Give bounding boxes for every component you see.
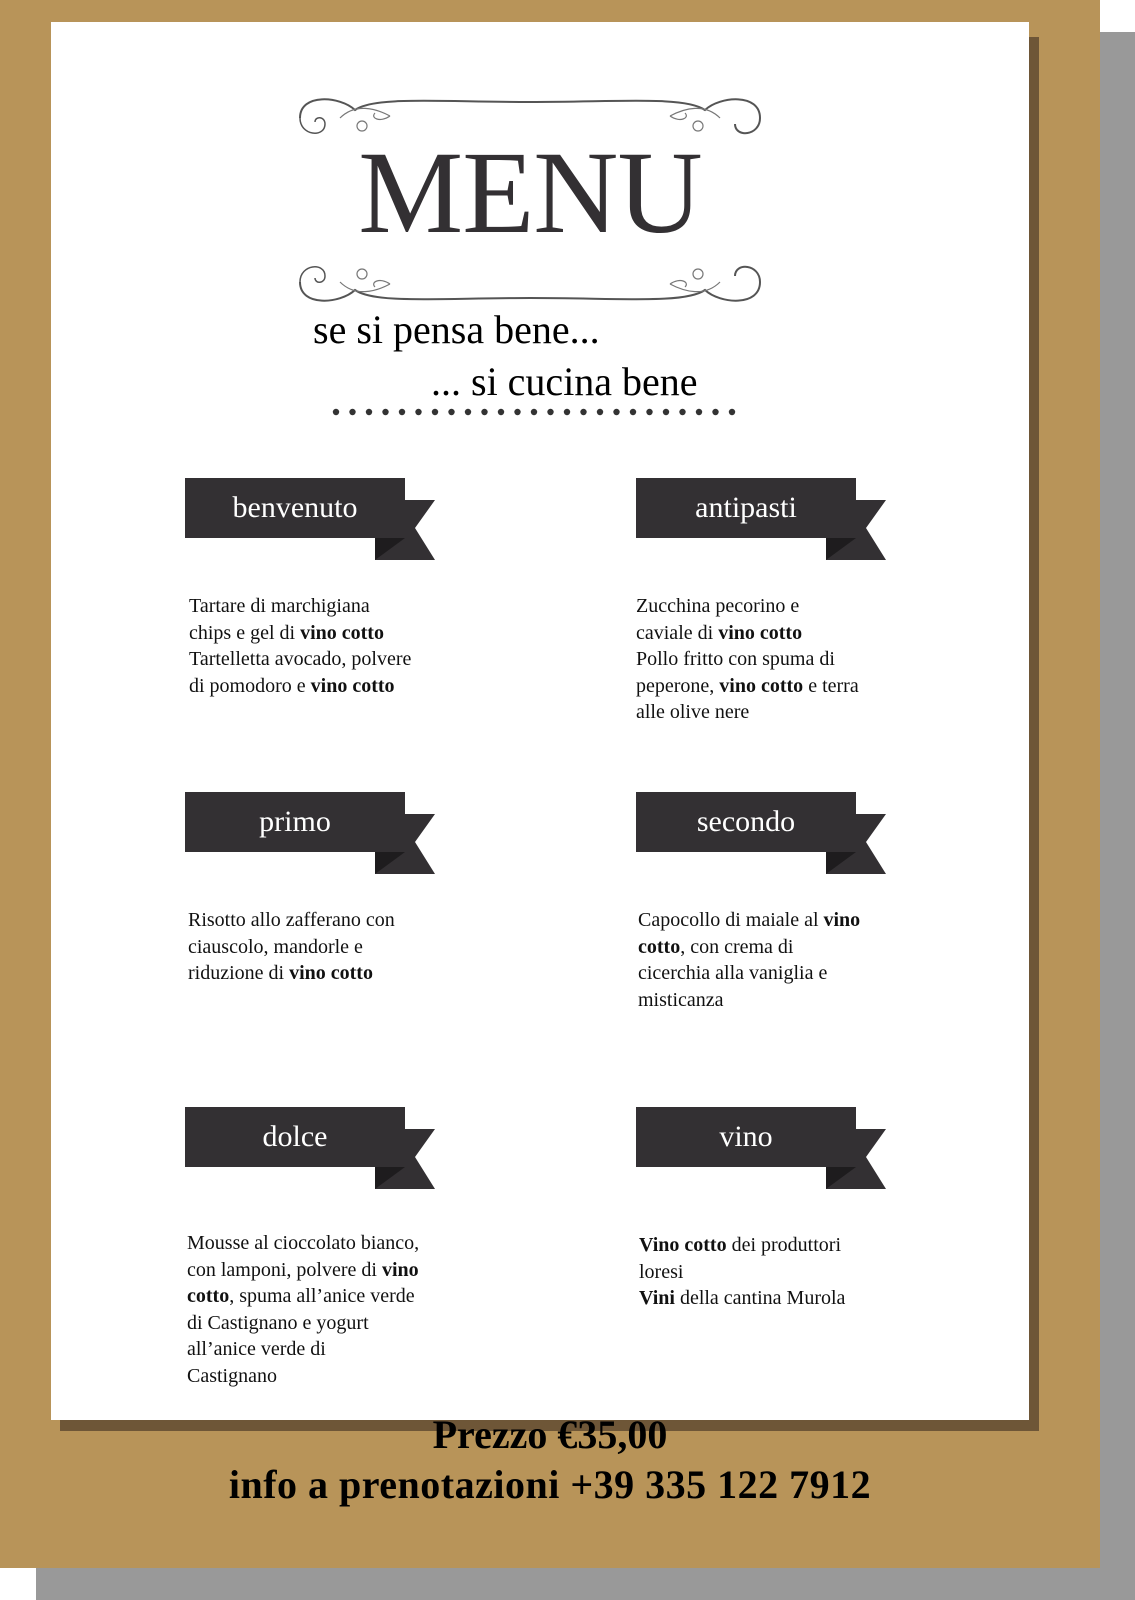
section-heading: dolce <box>262 1120 328 1153</box>
section-heading: primo <box>259 805 331 838</box>
divider-dot <box>597 409 603 415</box>
section-ribbon-dolce <box>185 1107 435 1193</box>
section-ribbon-vino <box>636 1107 886 1193</box>
divider-dot <box>712 409 718 415</box>
divider-dot <box>448 409 454 415</box>
divider-dot <box>498 409 504 415</box>
section-heading: vino <box>719 1120 773 1153</box>
bold-text-run: vino cotto <box>187 1258 419 1307</box>
section-ribbon-primo <box>185 792 435 878</box>
section-description <box>636 593 859 726</box>
section-description <box>638 907 860 1013</box>
divider-dot <box>613 409 619 415</box>
divider-dot <box>465 409 471 415</box>
divider-dot <box>382 409 388 415</box>
section-ribbon-secondo <box>636 792 886 878</box>
divider-dot <box>547 409 553 415</box>
section-description <box>189 593 411 699</box>
bold-text-run: vino cotto <box>719 674 804 697</box>
menu-title: MENU <box>358 127 702 258</box>
divider-dot <box>432 409 438 415</box>
bold-text-run: vino cotto <box>638 909 861 958</box>
divider-dot <box>663 409 669 415</box>
section-heading: antipasti <box>695 491 797 524</box>
divider-dot <box>630 409 636 415</box>
bold-text-run: Vino cotto <box>639 1234 727 1256</box>
divider-dot <box>514 409 520 415</box>
text-run: Capocollo di maiale al <box>638 909 824 931</box>
dotted-divider <box>330 405 740 419</box>
text-run: Tartare di marchigiana chips e gel di <box>189 595 370 644</box>
bold-text-run: vino cotto <box>310 674 395 697</box>
text-run: dei produttori loresi <box>639 1234 842 1283</box>
divider-dot <box>333 409 339 415</box>
bold-text-run: vino cotto <box>718 621 803 644</box>
text-run: e terra alle olive nere <box>636 674 859 723</box>
text-run: Mousse al cioccolato bianco, con lamponi, polvere di <box>187 1232 420 1281</box>
divider-dot <box>564 409 570 415</box>
text-run: , con crema di cicerchia alla vaniglia e misticanza <box>638 935 828 1011</box>
text-run: Pollo fritto con spuma di peperone, <box>636 648 835 697</box>
divider-dot <box>580 409 586 415</box>
divider-dot <box>729 409 735 415</box>
divider-dot <box>481 409 487 415</box>
flourish-bottom-ornament <box>280 252 780 312</box>
price-label: Prezzo €35,00 <box>432 1412 668 1457</box>
divider-dot <box>399 409 405 415</box>
tagline-line-2: ... si cucina bene <box>431 359 698 404</box>
divider-dot <box>415 409 421 415</box>
divider-dot <box>646 409 652 415</box>
bold-text-run: Vini <box>639 1287 675 1309</box>
section-heading: secondo <box>696 805 796 838</box>
tagline-line-1: se si pensa bene... <box>313 307 600 352</box>
divider-dot <box>366 409 372 415</box>
divider-dot <box>531 409 537 415</box>
section-ribbon-antipasti <box>636 478 886 564</box>
text-run: Risotto allo zafferano con ciauscolo, mandorle e riduzione di <box>188 909 395 984</box>
text-run: , spuma all’anice verde di Castignano e yogurt all’anice verde di Castignano <box>187 1285 415 1387</box>
text-run: Tartelletta avocado, polvere di pomodoro e <box>189 648 412 697</box>
text-run: Zucchina pecorino e caviale di <box>636 595 800 644</box>
bold-text-run: vino cotto <box>289 962 373 984</box>
section-description <box>187 1230 419 1389</box>
section-ribbon-benvenuto <box>185 478 435 564</box>
divider-dot <box>349 409 355 415</box>
divider-dot <box>696 409 702 415</box>
section-description <box>188 907 395 987</box>
bold-text-run: vino cotto <box>300 621 384 644</box>
section-heading: benvenuto <box>232 491 358 524</box>
booking-info: info a prenotazioni +39 335 122 7912 <box>228 1462 872 1507</box>
section-description <box>639 1232 845 1312</box>
divider-dot <box>679 409 685 415</box>
text-run: della cantina Murola <box>674 1287 846 1309</box>
